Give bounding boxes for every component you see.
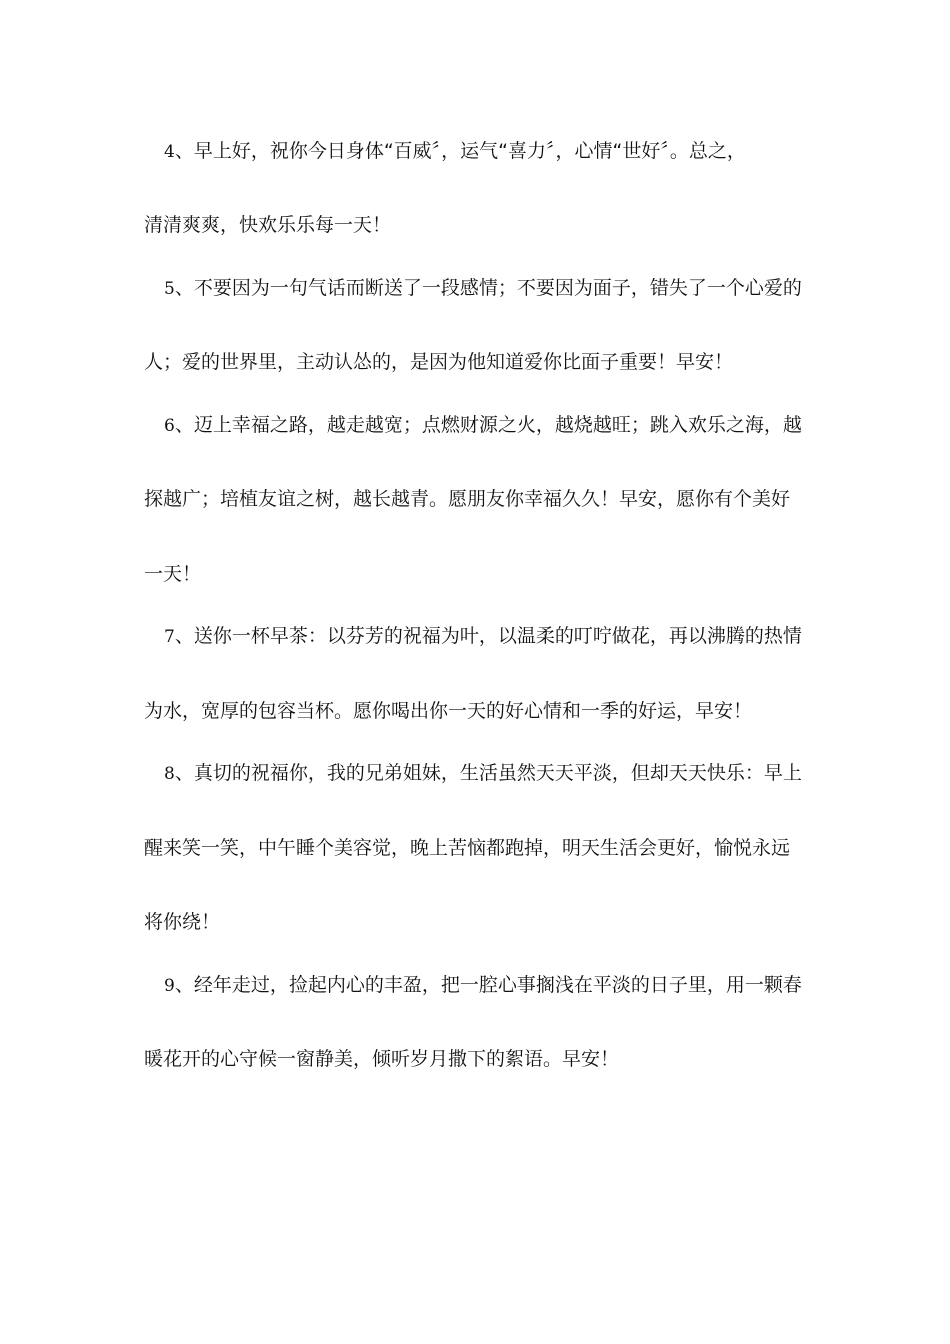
paragraph-7-line-1 bbox=[164, 624, 809, 649]
paragraph-8-line-2: 醒来笑一笑，中午睡个美容觉，晚上苦恼都跑掉，明天生活会更好，愉悦永远 bbox=[144, 837, 791, 859]
paragraph-6-line-2: 探越广；培植友谊之树，越长越青。愿朋友你幸福久久！早安，愿你有个美好 bbox=[144, 488, 791, 510]
paragraph-number: 9 bbox=[164, 976, 175, 996]
paragraph-number: 7 bbox=[164, 627, 175, 647]
paragraph-number: 8 bbox=[164, 764, 175, 784]
paragraph-number: 6 bbox=[164, 416, 175, 436]
paragraph-8-line-1 bbox=[164, 761, 809, 786]
paragraph-number: 5 bbox=[164, 279, 175, 299]
paragraph-number: 4 bbox=[164, 142, 175, 162]
paragraph-6-line-3: 一天！ bbox=[144, 563, 202, 585]
paragraph-text: 、早上好，祝你今日身体“百威〞，运气“喜力〞，心情“世好〞。总之， bbox=[174, 140, 746, 162]
paragraph-9-line-1 bbox=[164, 973, 809, 998]
paragraph-9-line-2: 暖花开的心守候一窗静美，倾听岁月撒下的絮语。早安！ bbox=[144, 1048, 620, 1070]
paragraph-5-line-1 bbox=[164, 276, 809, 301]
paragraph-7-line-2: 为水，宽厚的包容当杯。愿你喝出你一天的好心情和一季的好运，早安！ bbox=[144, 700, 753, 722]
paragraph-4-line-1 bbox=[164, 139, 809, 164]
paragraph-text: 、不要因为一句气话而断送了一段感情；不要因为面子，错失了一个心爱的 bbox=[174, 277, 802, 299]
paragraph-6-line-1 bbox=[164, 413, 809, 438]
paragraph-text: 、真切的祝福你，我的兄弟姐妹，生活虽然天天平淡，但却天天快乐：早上 bbox=[174, 762, 802, 784]
paragraph-text: 、迈上幸福之路，越走越宽；点燃财源之火，越烧越旺；跳入欢乐之海，越 bbox=[174, 414, 802, 436]
paragraph-5-line-2: 人；爱的世界里，主动认怂的，是因为他知道爱你比面子重要！早安！ bbox=[144, 351, 734, 373]
paragraph-text: 、送你一杯早茶：以芬芳的祝福为叶，以温柔的叮咛做花，再以沸腾的热情 bbox=[174, 625, 802, 647]
paragraph-4-line-2: 清清爽爽，快欢乐乐每一天！ bbox=[144, 214, 392, 236]
paragraph-text: 、经年走过，捡起内心的丰盈，把一腔心事搁浅在平淡的日子里，用一颗春 bbox=[174, 974, 802, 996]
paragraph-8-line-3: 将你绕！ bbox=[144, 911, 221, 933]
